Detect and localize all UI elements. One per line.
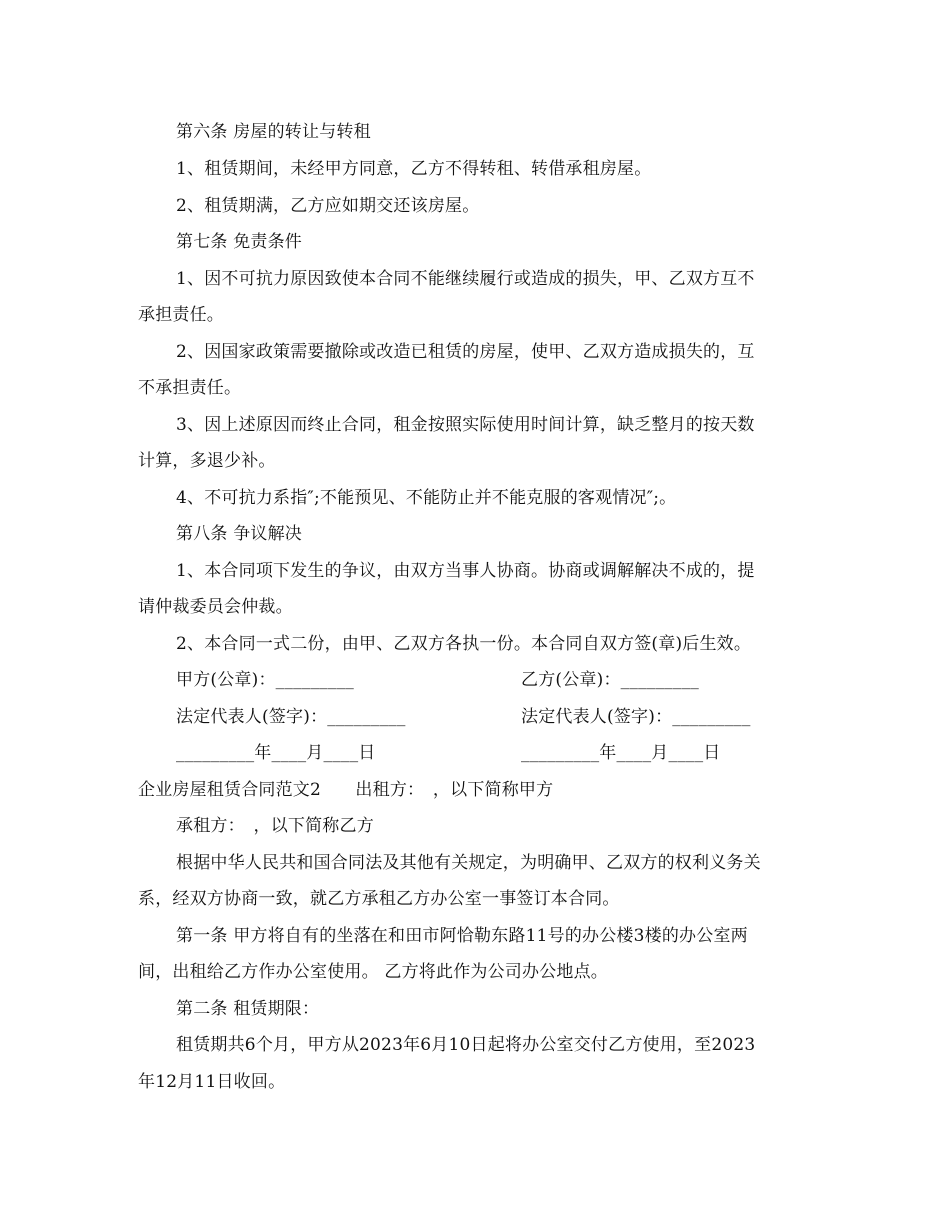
paragraph-continuation: 不承担责任。 [138,378,242,398]
paragraph: 承租方： ，以下简称乙方 [176,816,374,836]
article-2-heading: 第二条 租赁期限： [176,999,320,1019]
paragraph-continuation: 请仲裁委员会仲裁。 [138,597,293,617]
paragraph: 1、因不可抗力原因致使本合同不能继续履行或造成的损失，甲、乙双方互不 [176,269,755,289]
paragraph-continuation: 计算，多退少补。 [138,451,276,471]
party-a-seal-field: 甲方(公章)：_________ [176,670,354,690]
party-a-date-field: _________年____月____日 [176,743,376,763]
party-a-representative-field: 法定代表人(签字)：_________ [176,707,406,727]
paragraph: 4、不可抗力系指″;不能预见、不能防止并不能克服的客观情况″;。 [176,488,677,508]
article-7-heading: 第七条 免责条件 [176,232,303,252]
article-1: 第一条 甲方将自有的坐落在和田市阿恰勒东路11号的办公楼3楼的办公室两 [176,926,748,946]
contract-2-title: 企业房屋租赁合同范文2 出租方： ，以下简称甲方 [138,780,554,800]
paragraph: 2、租赁期满，乙方应如期交还该房屋。 [176,196,480,216]
paragraph: 2、因国家政策需要撤除或改造已租赁的房屋，使甲、乙双方造成损失的，互 [176,342,755,362]
paragraph: 租赁期共6个月，甲方从2023年6月10日起将办公室交付乙方使用，至2023 [176,1035,756,1055]
paragraph: 1、本合同项下发生的争议，由双方当事人协商。协商或调解解决不成的，提 [176,561,755,581]
article-8-heading: 第八条 争议解决 [176,524,303,544]
paragraph-continuation: 间，出租给乙方作办公室使用。 乙方将此作为公司办公地点。 [138,962,609,982]
paragraph-continuation: 年12月11日收回。 [138,1072,286,1092]
party-b-representative-field: 法定代表人(签字)：_________ [521,707,751,727]
party-b-seal-field: 乙方(公章)：_________ [521,670,699,690]
party-b-date-field: _________年____月____日 [521,743,721,763]
paragraph: 2、本合同一式二份，由甲、乙双方各执一份。本合同自双方签(章)后生效。 [176,634,752,654]
paragraph-continuation: 承担责任。 [138,305,224,325]
article-6-heading: 第六条 房屋的转让与转租 [176,122,371,142]
paragraph-continuation: 系，经双方协商一致，就乙方承租乙方办公室一事签订本合同。 [138,889,620,909]
paragraph: 1、租赁期间，未经甲方同意，乙方不得转租、转借承租房屋。 [176,159,652,179]
paragraph: 根据中华人民共和国合同法及其他有关规定，为明确甲、乙双方的权利义务关 [176,853,761,873]
paragraph: 3、因上述原因而终止合同，租金按照实际使用时间计算，缺乏整月的按天数 [176,415,755,435]
